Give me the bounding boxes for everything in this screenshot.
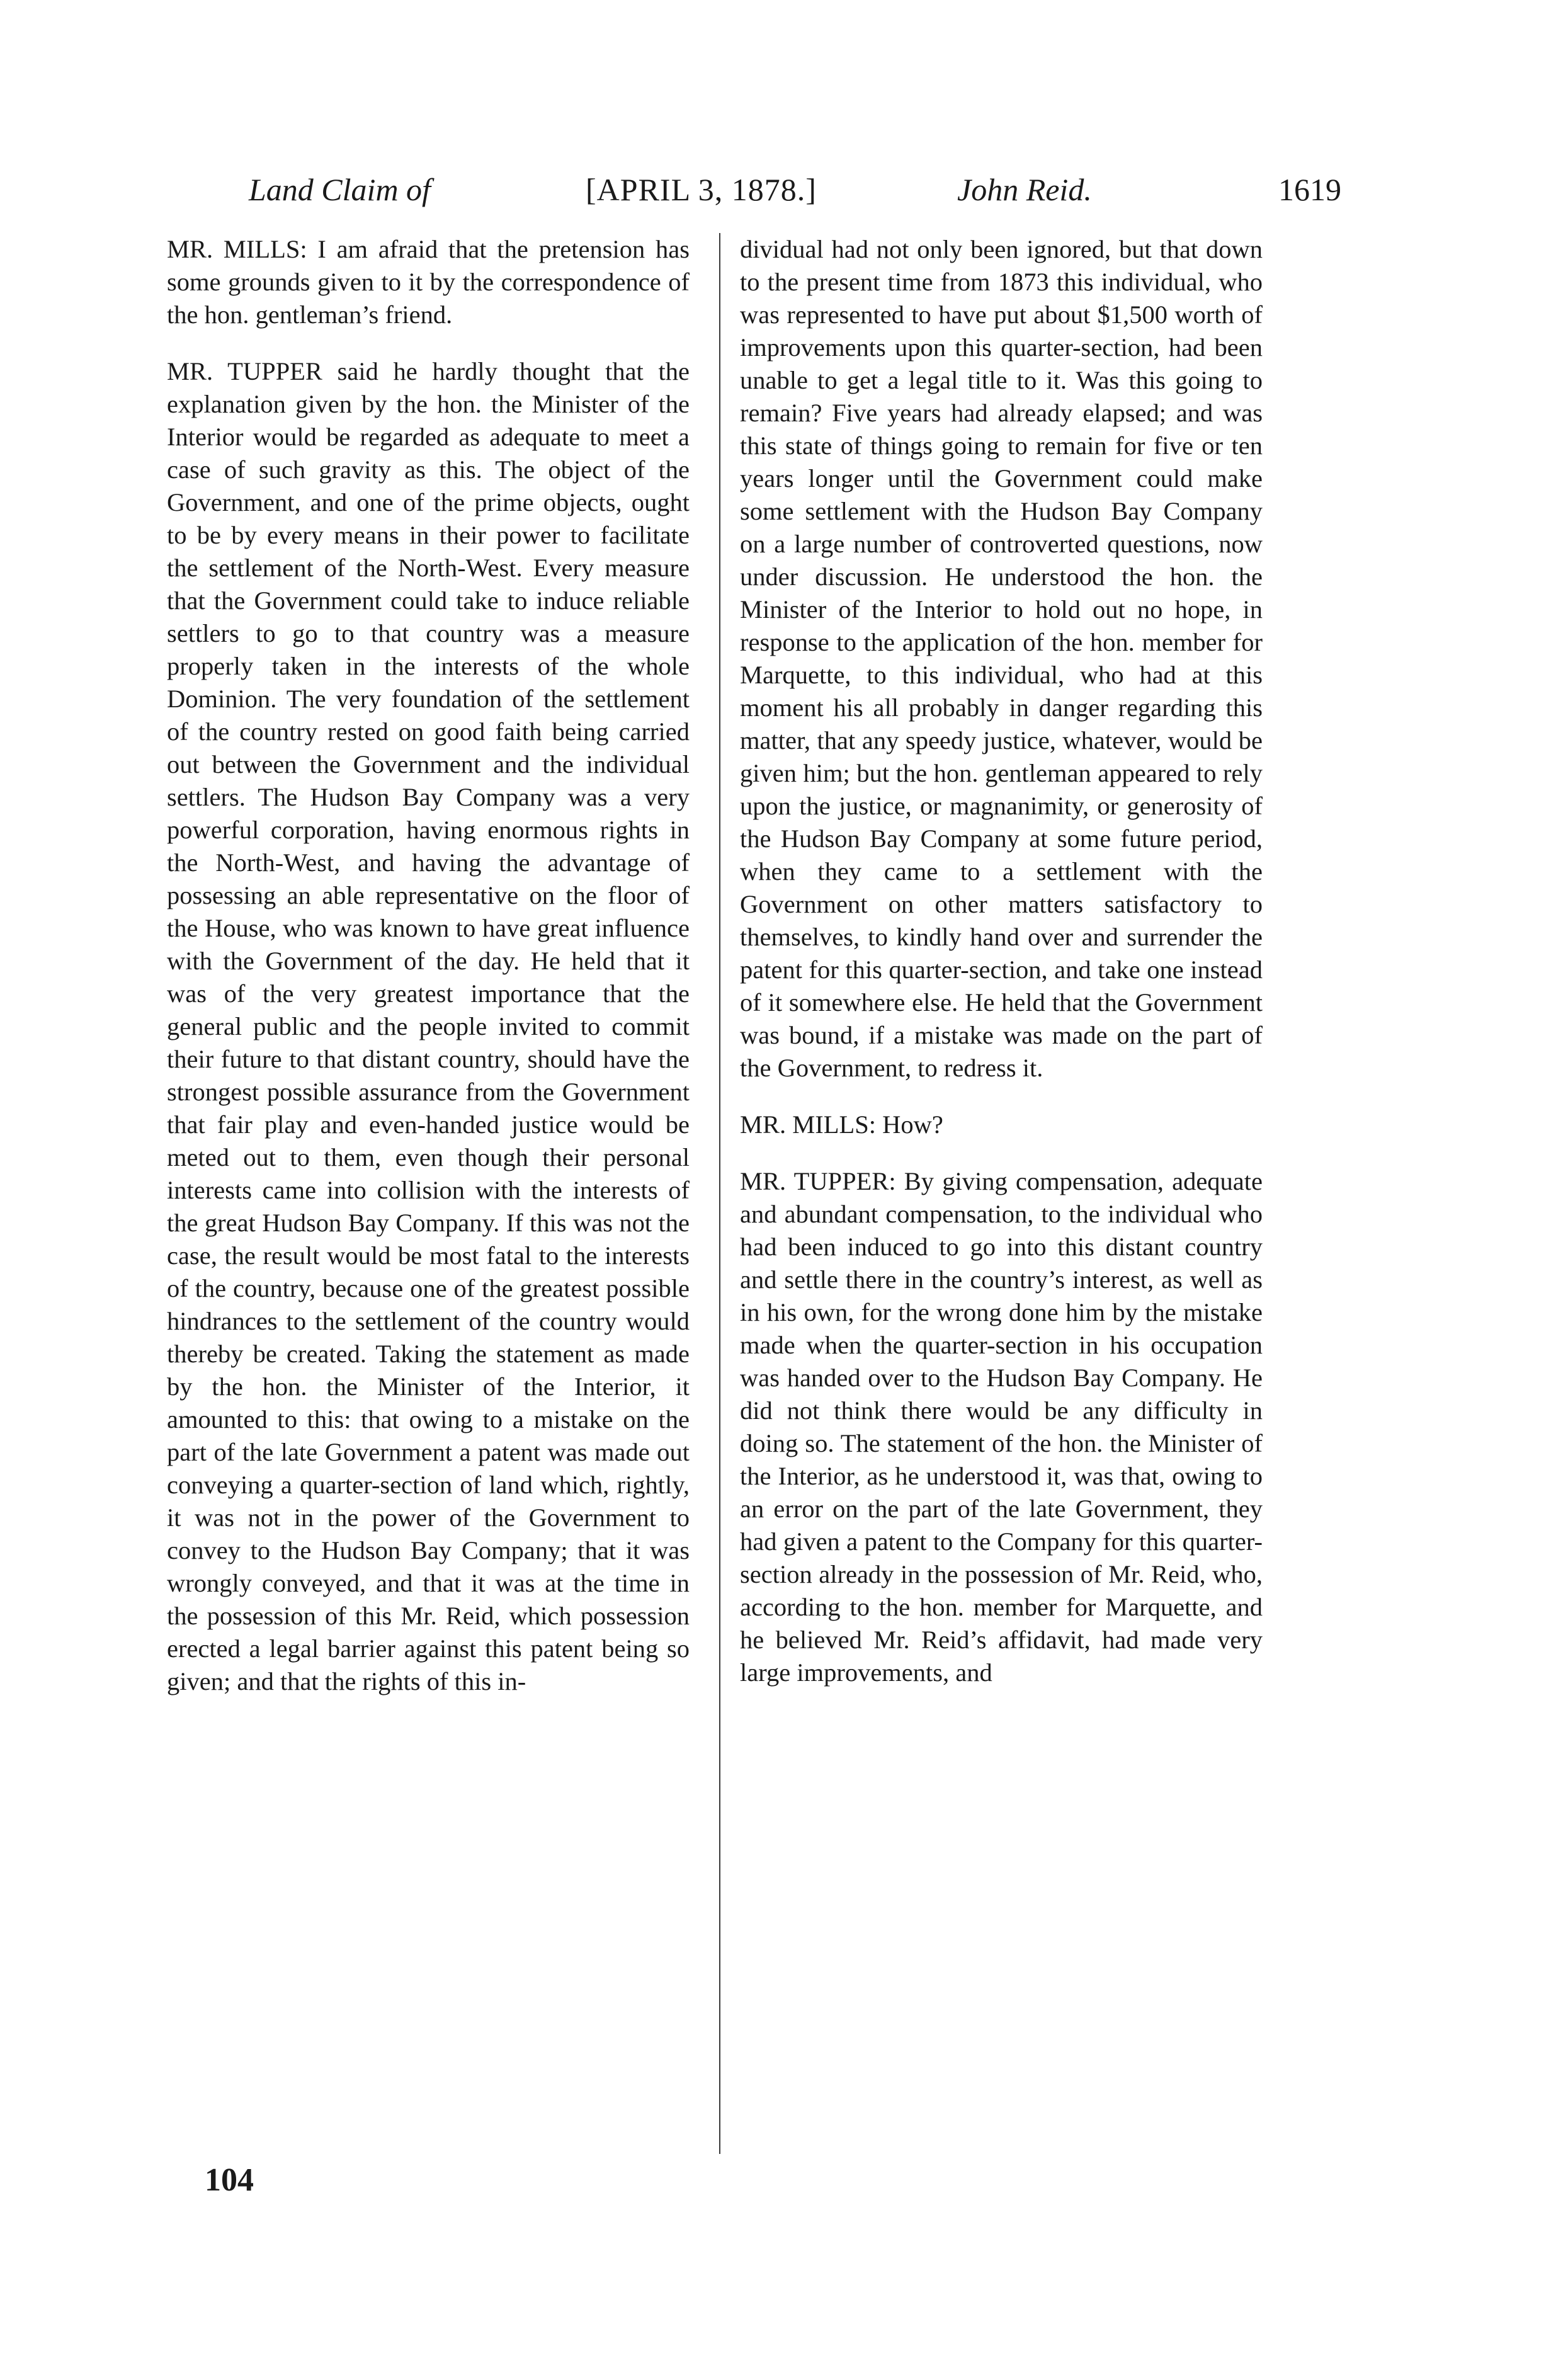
header-right-title: John Reid. [957, 172, 1092, 207]
page-header [0, 171, 1568, 222]
speaker-name: MR. MILLS [740, 1110, 869, 1139]
left-column [167, 233, 690, 1722]
paragraph-text: : How? [868, 1110, 943, 1139]
header-left-title: Land Claim of [249, 172, 431, 207]
paragraph [167, 355, 690, 1698]
right-column [740, 233, 1263, 1713]
header-date: [APRIL 3, 1878.] [586, 172, 817, 207]
paragraph-text: dividual had not only been ignored, but that down to the present time from 1873 this individual, who was represented to have put about $1,500 worth of improvements upon this quarter-section, had been unable to get a legal title to it. Was this going to remain? Five years had already elapsed; and was this state of things going to remain for five or ten years longer until the Government could make some settlement with the Hudson Bay Company on a large number of controverted questions, now under discussion. He understood the hon. the Minister of the Interior to hold out no hope, in response to the application of the hon. member for Marquette, to this individual, who had at this moment his all probably in danger regarding this matter, that any speedy justice, whatever, would be given him; but the hon. gentleman appeared to rely upon the justice, or magnanimity, or generosity of the Hudson Bay Company at some future period, when they came to a settlement with the Government on other matters satisfactory to themselves, to kindly hand over and surrender the patent for this quarter-section, and take one instead of it somewhere else. He held that the Government was bound, if a mistake was made on the part of the Government, to redress it. [740, 235, 1263, 1082]
speaker-name: MR. TUPPER [740, 1167, 889, 1195]
paragraph [740, 233, 1263, 1085]
paragraph-text: : I am afraid that the pretension has some grounds given to it by the correspondence of the hon. gentleman’s friend. [167, 235, 690, 329]
paragraph [740, 1165, 1263, 1689]
speaker-name: MR. MILLS [167, 235, 300, 263]
signature-mark: 104 [205, 2162, 254, 2198]
paragraph [167, 233, 690, 331]
paragraph-text: said he hardly thought that the explanation given by the hon. the Minister of the Interior would be regarded as adequate to meet a case of such gravity as this. The object of the Government, and one of the prime objects, ought to be by every means in their power to facilitate the settlement of the North-West. Every measure that the Government could take to induce reliable settlers to go to that country was a measure properly taken in the interests of the whole Dominion. The very foundation of the settlement of the country rested on good faith being carried out between the Government and the individual settlers. The Hudson Bay Company was a very powerful corporation, having enormous rights in the North-West, and having the advantage of possessing an able representative on the floor of the House, who was known to have great influence with the Government of the day. He held that it was of the very greatest importance that the general public and the people invited to commit their future to that distant country, should have the strongest possible assurance from the Government that fair play and even-handed justice would be meted out to them, even though their personal interests came into collision with the interests of the great Hudson Bay Company. If this was not the case, the result would be most fatal to the interests of the country, because one of the greatest possible hindrances to the settlement of the country would thereby be created. Taking the statement as made by the hon. the Minister of the Interior, it amounted to this: that owing to a mistake on the part of the late Government a patent was made out conveying a quarter-section of land which, rightly, it was not in the power of the Government to convey to the Hudson Bay Company; that it was wrongly conveyed, and that it was at the time in the possession of this Mr. Reid, which possession erected a legal barrier against this patent being so given; and that the rights of this in- [167, 357, 690, 1695]
paragraph [740, 1108, 1263, 1141]
speaker-name: MR. TUPPER [167, 357, 322, 385]
column-divider [719, 233, 720, 2154]
paragraph-text: : By giving compensation, adequate and abundant compensation, to the individual who had been induced to go into this distant country and settle there in the country’s interest, as well as in his own, for the wrong done him by the mistake made when the quarter-section in his occupation was handed over to the Hudson Bay Company. He did not think there would be any difficulty in doing so. The statement of the hon. the Minister of the Interior, as he understood it, was that, owing to an error on the part of the late Government, they had given a patent to the Company for this quarter-section already in the possession of Mr. Reid, who, according to the hon. member for Marquette, and he believed Mr. Reid’s affidavit, had made very large improvements, and [740, 1167, 1263, 1687]
header-page-number: 1619 [1278, 172, 1341, 207]
